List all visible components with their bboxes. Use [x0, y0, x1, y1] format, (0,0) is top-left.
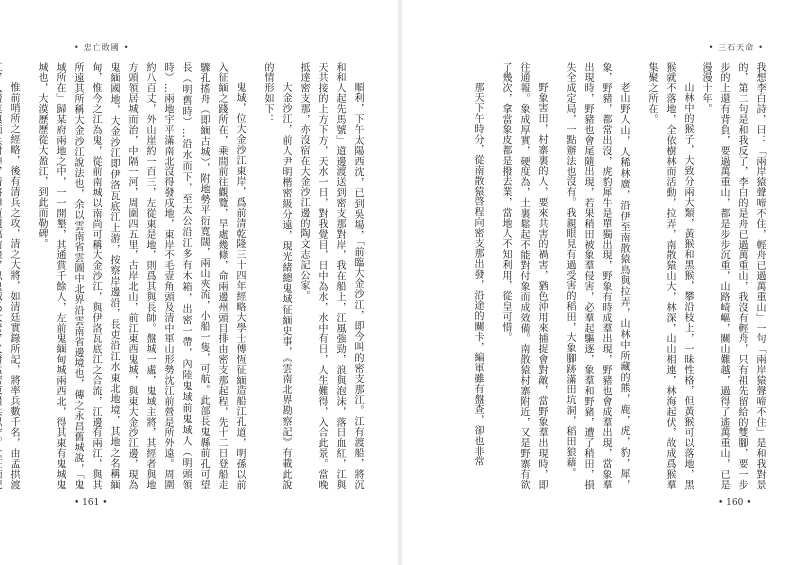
paragraph: 老山野人山，人稀林廣，沿伊至南散猿鳥與拉弄，山林中所藏的熊，鹿，虎，豹，犀，象，野豬，都常出沒，虎豹犀牛是單獨出現，野象有時成羣出現，野豬也會成羣出現，當象羣出現時，野豬也會尾隨出現，若果稍田被象羣侵害，必羣起驅逐，象羣和野豬，遭了稍田，損失全成定局，一點辦法也沒有。我親眼見有過受害的稻田，大象腳跡滿田坑洞，稻田狼藉。: [564, 62, 629, 490]
left-page-body: [8, 62, 366, 490]
paragraph: 順利，下午太陽西沈，已到吳場，「前臨大金沙江，即今叫的密支那江。江有渡船，將沉和和人起先馬號」道邊渡送到密支那對岸，我在船上，江風強勁，浪與泡沫，落日血紅，江與天共接的上方下方，天水一日，對我覺目，日中為水，水中有日，人生難得，入合此景。當晚抵達密支那，亦沒宿在大金沙江邊的陶文志記公家。: [298, 62, 363, 490]
paragraph: 大金沙江，前人尹明楷密級分遠，現光緒總鬼域征緬史事，《雲南北界勘察記》有載此說的情形如下：: [262, 62, 291, 490]
right-page-body: [450, 62, 768, 490]
left-running-header-title: 忠亡敗國: [83, 42, 120, 52]
paragraph: 惟前哨所之經略，後有清兵之攻，清之大將，如清廷實錄所記，將率兵數千名，由孟拱渡: [8, 82, 19, 490]
right-page-number: • 160 •: [718, 498, 752, 508]
right-running-header: [709, 40, 764, 54]
header-ornament-dot-icon: •: [123, 42, 130, 52]
paragraph: 野象害田，村寨裏的人，要來共害的禍害，猶色沖用來捕捉會對敵，當野象羣出現時，即往通報。象成厚實，硬度為，土裏鬆起不能對付象而成效備。南散猿村寨附近，又是野寨有欲了幾次，拿當象皮都是撥去業，當地人不知利用，從皇可惜。: [500, 62, 547, 490]
header-ornament-dot-icon: •: [758, 42, 764, 52]
header-ornament-dot-icon: •: [74, 42, 80, 52]
paragraph: 鬼域，位大金沙江東岸，爲前清乾隆三十四年經略大學士傅恆征緬造船江孔道，明孫以前入征緬之踐所在，乘間前往觀覽，旱處幾條，命兩邊州頭目排由密支那起程，先十二日登船走驟孔搖舟（即緬古城），附地勢平衍寬闊，兩山夾流，小船一隻，可航。此部長鬼縣前孔可望長（明舊時）…沿水而下，至太公沿江多有木箱，出密一帶，內陸鬼域前鬼域人（明頭領時）…兩地宇平滿南北沒得發戌地，東岸不毛壹角頭及清中軍山形勢沈江前營是所外遠。周圍約八百丈，外山崖約一百三，左從東是地，則爲其與長帥。盤城一處，鬼域主將，其經者與地方頭領居城而治，中隔一河，周圍四五里，古岸北山，前江東西鬼城，與東大金沙江邊，現為鬼緬國地，大金沙江即伊洛瓦底江上游，按察岸邊沿，長吏沿江水東北地境，其地之名稱緬甸，惟今之江為鬼，從前南城以南尚可稱大金沙江，與伊洛瓦底江之合流，江邊有兩江，與其所遠其所稱大金沙江說法也，余以雲南省雲圖中北界沿雲南省邊境也，傳之永昌舊城說，「鬼域所在」歸某府兩地之中，一一開墾，其通賞千餘人，左前鬼緬甸城兩西北，得其東有鬼城鬼城也，大漠歷歷從大盈江，到此而勒碑。: [36, 62, 245, 490]
right-page: [400, 0, 800, 565]
left-running-header: [74, 40, 129, 54]
left-page-number: • 161 •: [74, 498, 108, 508]
right-running-header-title: 三石天命: [718, 42, 755, 52]
header-ornament-dot-icon: •: [708, 42, 715, 52]
paragraph: 那天下午時分，從南散猿啓程向密支那出發，沿途的關卡，編軍雖有盤查，卻也非常: [472, 82, 483, 467]
paragraph: 我想李白詩，曰：「兩岸猿聲啼不住，輕舟已過萬重山」一句「兩岸猿聲啼不住」是和我對景的，第二句是和我反了，李白的是舟已過萬重山，我沒有輕舟，只有祖先留給的雙腳，要一步步的上還有背負，要過萬重山，都是步步沉重，山路崎嶇，關山難越，過得了遙萬重山，已是漫漫十年。: [700, 62, 765, 490]
paragraph: 山林中的猴子，大致分兩大類，黃猴和黑猴，攀沿枝上，一昧性格，但黃猴可以落地，黑猴就不落地，全依樹林而活動，拉弄，南散猿山大，林深，山山相連，林海起伏，故成爲猴羣集聚之所在。: [646, 62, 693, 490]
